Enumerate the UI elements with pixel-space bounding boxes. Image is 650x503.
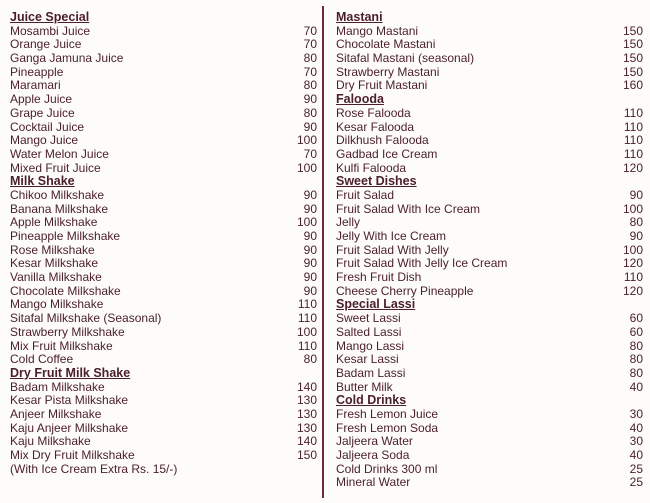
menu-item-price: 110 [297, 297, 317, 312]
menu-item [336, 353, 643, 367]
menu-item-name: Kesar Lassi [336, 352, 399, 367]
menu-item [10, 244, 317, 258]
menu-item [336, 340, 643, 354]
menu-item-price: 90 [303, 187, 317, 202]
menu-item [336, 463, 643, 477]
menu-item [336, 476, 643, 490]
menu-item-name: Rose Milkshake [10, 242, 95, 257]
menu-item-name: Sitafal Mastani (seasonal) [336, 51, 475, 66]
menu-item [10, 162, 317, 176]
menu-item-name: Kesar Milkshake [10, 256, 99, 271]
menu-item [10, 107, 317, 121]
menu-item-name: Chocolate Milkshake [10, 283, 121, 298]
menu-item-name: Jelly With Ice Cream [336, 229, 447, 243]
menu-item-price: 70 [303, 23, 317, 38]
menu-item-price: 150 [622, 64, 643, 79]
menu-item-price: 40 [629, 448, 643, 462]
menu-item [336, 38, 643, 52]
menu-item-price: 110 [297, 338, 317, 353]
menu-item-price: 60 [629, 311, 643, 326]
menu-item-price: 100 [296, 133, 317, 148]
menu-item-name: Grape Juice [10, 105, 75, 120]
menu-item [336, 244, 643, 258]
menu-section-mastani [336, 11, 643, 93]
menu-item-price: 80 [303, 78, 317, 93]
menu-item-name: Fruit Salad With Jelly [336, 242, 449, 257]
menu-item-price: 130 [296, 420, 317, 435]
section-heading: Cold Drinks [336, 393, 407, 408]
menu-item [10, 25, 317, 39]
menu-item [10, 148, 317, 162]
menu-item-name: Jaljeera Water [336, 434, 413, 449]
menu-item [10, 298, 317, 312]
menu-item-name: Ganga Jamuna Juice [10, 51, 124, 66]
menu-item-name: Salted Lassi [336, 324, 402, 339]
menu-item [10, 353, 317, 367]
menu-item [10, 312, 317, 326]
menu-item [10, 408, 317, 422]
menu-item [10, 66, 317, 80]
menu-item-name: Sitafal Milkshake (Seasonal) [10, 311, 162, 326]
menu-item [336, 189, 643, 203]
menu-item [10, 257, 317, 271]
menu-section-milk-shake [10, 175, 317, 367]
menu-item-name: Dry Fruit Mastani [336, 78, 428, 93]
menu-item-name: Rose Falooda [336, 105, 411, 120]
menu-item-name: Cold Drinks 300 ml [336, 461, 438, 476]
menu-item-price: 80 [629, 338, 643, 353]
menu-item-price: 150 [622, 23, 643, 38]
menu-item [336, 271, 643, 285]
menu-item-price: 110 [623, 119, 643, 134]
menu-section-dry-fruit-milk-shake [10, 367, 317, 477]
menu-item-name: Chikoo Milkshake [10, 187, 105, 202]
menu-item [10, 203, 317, 217]
menu-item-price: 160 [622, 78, 643, 93]
menu-item-price: 110 [623, 133, 643, 148]
menu-item-price: 80 [303, 51, 317, 66]
menu-item [336, 408, 643, 422]
menu-item [10, 121, 317, 135]
menu-item [10, 38, 317, 52]
menu-item-name: Mango Mastani [336, 23, 419, 38]
menu-item-name: Fresh Lemon Soda [336, 420, 439, 435]
menu-item-price: 25 [629, 461, 643, 476]
menu-item-price: 120 [622, 283, 643, 298]
menu-item-price: 120 [622, 256, 643, 271]
menu-item [10, 285, 317, 299]
menu-section-special-lassi [336, 298, 643, 394]
menu-item-price: 100 [296, 160, 317, 175]
menu-item-name: Chocolate Mastani [336, 37, 436, 52]
menu-item [10, 230, 317, 244]
menu-item [336, 257, 643, 271]
menu-section-sweet-dishes [336, 175, 643, 298]
menu-item-name: Mango Milkshake [10, 297, 104, 312]
column-divider [322, 6, 324, 498]
menu-item [336, 367, 643, 381]
menu-item [336, 52, 643, 66]
menu-item [10, 381, 317, 395]
menu-item-price: 150 [296, 448, 317, 462]
menu-item-price: 80 [303, 352, 317, 367]
menu-item-name: Maramari [10, 78, 61, 93]
menu-item-price: 150 [622, 51, 643, 66]
menu-item-name: Pineapple [10, 64, 64, 79]
menu-item [336, 449, 643, 463]
menu-item-name: Sweet Lassi [336, 311, 401, 326]
menu-item [336, 66, 643, 80]
menu-section-cold-drinks [336, 394, 643, 490]
menu-item-price: 130 [296, 393, 317, 408]
menu-item-name: Jaljeera Soda [336, 448, 410, 462]
menu-item-price: 70 [303, 64, 317, 79]
menu-item [10, 134, 317, 148]
menu-item-name: Mineral Water [336, 475, 411, 490]
section-heading: Mastani [336, 10, 383, 24]
menu-item-price: 140 [296, 434, 317, 449]
menu-item [336, 79, 643, 93]
menu-item-name: Banana Milkshake [10, 201, 109, 216]
menu-item [336, 107, 643, 121]
menu-item-name: Fresh Lemon Juice [336, 406, 439, 421]
menu-item-name: Butter Milk [336, 379, 393, 394]
menu-item-price: 150 [622, 37, 643, 52]
menu-item [10, 340, 317, 354]
section-note: (With Ice Cream Extra Rs. 15/-) [10, 461, 178, 476]
menu-item-name: Vanilla Milkshake [10, 270, 102, 285]
menu-item-name: Kaju Anjeer Milkshake [10, 420, 129, 435]
menu-item [336, 326, 643, 340]
menu-item-name: Badam Milkshake [10, 379, 105, 394]
menu-item-name: Strawberry Mastani [336, 64, 440, 79]
menu-item-price: 90 [303, 201, 317, 216]
section-heading: Juice Special [10, 10, 90, 24]
menu-item-name: Kesar Falooda [336, 119, 415, 134]
menu-item-name: Mix Fruit Milkshake [10, 338, 113, 353]
menu-item-name: Strawberry Milkshake [10, 324, 125, 339]
menu-item-price: 90 [303, 256, 317, 271]
menu-item [336, 162, 643, 176]
section-heading: Special Lassi [336, 297, 416, 312]
menu-item-name: Mosambi Juice [10, 23, 91, 38]
menu-item-name: Pineapple Milkshake [10, 229, 121, 243]
menu-item-price: 30 [629, 406, 643, 421]
menu-item-price: 100 [622, 201, 643, 216]
menu-item-price: 70 [303, 146, 317, 161]
menu-item [336, 25, 643, 39]
menu-item-price: 40 [629, 379, 643, 394]
menu-item-price: 110 [623, 146, 643, 161]
menu-item-price: 130 [296, 406, 317, 421]
menu-item-price: 25 [629, 475, 643, 490]
menu-item-name: Cold Coffee [10, 352, 74, 367]
menu-item [10, 326, 317, 340]
menu-item-name: Gadbad Ice Cream [336, 146, 438, 161]
menu-column-left [10, 11, 317, 476]
menu-item [336, 230, 643, 244]
menu-item-price: 90 [303, 242, 317, 257]
menu-item [10, 93, 317, 107]
menu-item-name: Anjeer Milkshake [10, 406, 102, 421]
menu-item-name: Badam Lassi [336, 365, 406, 380]
section-heading: Dry Fruit Milk Shake [10, 365, 131, 380]
menu-section-juice-special [10, 11, 317, 175]
menu-item-price: 110 [623, 105, 643, 120]
menu-item [336, 422, 643, 436]
menu-item-price: 90 [629, 187, 643, 202]
menu-item [10, 271, 317, 285]
menu-item [336, 203, 643, 217]
section-heading: Sweet Dishes [336, 174, 417, 189]
menu-item-name: Water Melon Juice [10, 146, 109, 161]
menu-item [336, 435, 643, 449]
menu-item [336, 134, 643, 148]
menu-item-price: 90 [303, 92, 317, 107]
menu-item-price: 120 [622, 160, 643, 175]
menu-item-price: 60 [629, 324, 643, 339]
menu-item-price: 80 [303, 105, 317, 120]
menu-item-name: Apple Juice [10, 92, 73, 107]
menu-item [10, 394, 317, 408]
menu-item [10, 189, 317, 203]
menu-item-price: 100 [296, 215, 317, 230]
menu-item [10, 216, 317, 230]
menu-item-price: 80 [629, 215, 643, 230]
menu-item-price: 30 [629, 434, 643, 449]
menu-item-price: 100 [622, 242, 643, 257]
menu-item-price: 90 [629, 229, 643, 243]
menu-item-name: Fruit Salad With Jelly Ice Cream [336, 256, 508, 271]
menu-item-name: Kulfi Falooda [336, 160, 407, 175]
menu-item-name: Fruit Salad [336, 187, 395, 202]
menu-item-price: 110 [623, 270, 643, 285]
menu-item [10, 79, 317, 93]
menu-column-right [336, 11, 643, 490]
menu-item-price: 90 [303, 270, 317, 285]
menu-item-price: 90 [303, 229, 317, 243]
menu-item [336, 381, 643, 395]
menu-item-name: Jelly [336, 215, 361, 230]
menu-item-name: Mango Juice [10, 133, 79, 148]
menu-item-name: Mango Lassi [336, 338, 405, 353]
menu-item [336, 148, 643, 162]
menu-item-name: Fresh Fruit Dish [336, 270, 422, 285]
menu-item-price: 40 [629, 420, 643, 435]
menu-section-falooda [336, 93, 643, 175]
menu-item-name: Orange Juice [10, 37, 82, 52]
menu-item-price: 80 [629, 352, 643, 367]
section-heading: Milk Shake [10, 174, 75, 189]
menu-item-name: Dilkhush Falooda [336, 133, 429, 148]
menu-item-name: Kaju Milkshake [10, 434, 91, 449]
menu-item-price: 90 [303, 283, 317, 298]
section-heading: Falooda [336, 92, 384, 107]
menu-item [336, 121, 643, 135]
menu-item [336, 216, 643, 230]
menu-item [336, 312, 643, 326]
menu-item-name: Kesar Pista Milkshake [10, 393, 129, 408]
menu-item-name: Cocktail Juice [10, 119, 85, 134]
menu-item [10, 449, 317, 463]
menu-item [10, 435, 317, 449]
menu-item-name: Cheese Cherry Pineapple [336, 283, 474, 298]
menu-item-name: Mix Dry Fruit Milkshake [10, 448, 135, 462]
menu-item-price: 70 [303, 37, 317, 52]
menu-item-price: 140 [296, 379, 317, 394]
menu-item [10, 52, 317, 66]
menu-item [336, 285, 643, 299]
menu-item [10, 422, 317, 436]
menu-item-price: 100 [296, 324, 317, 339]
menu-item-price: 80 [629, 365, 643, 380]
menu-item-name: Apple Milkshake [10, 215, 98, 230]
menu-item-price: 90 [303, 119, 317, 134]
menu-item-name: Mixed Fruit Juice [10, 160, 101, 175]
menu-item-name: Fruit Salad With Ice Cream [336, 201, 481, 216]
menu-item-price: 110 [297, 311, 317, 326]
